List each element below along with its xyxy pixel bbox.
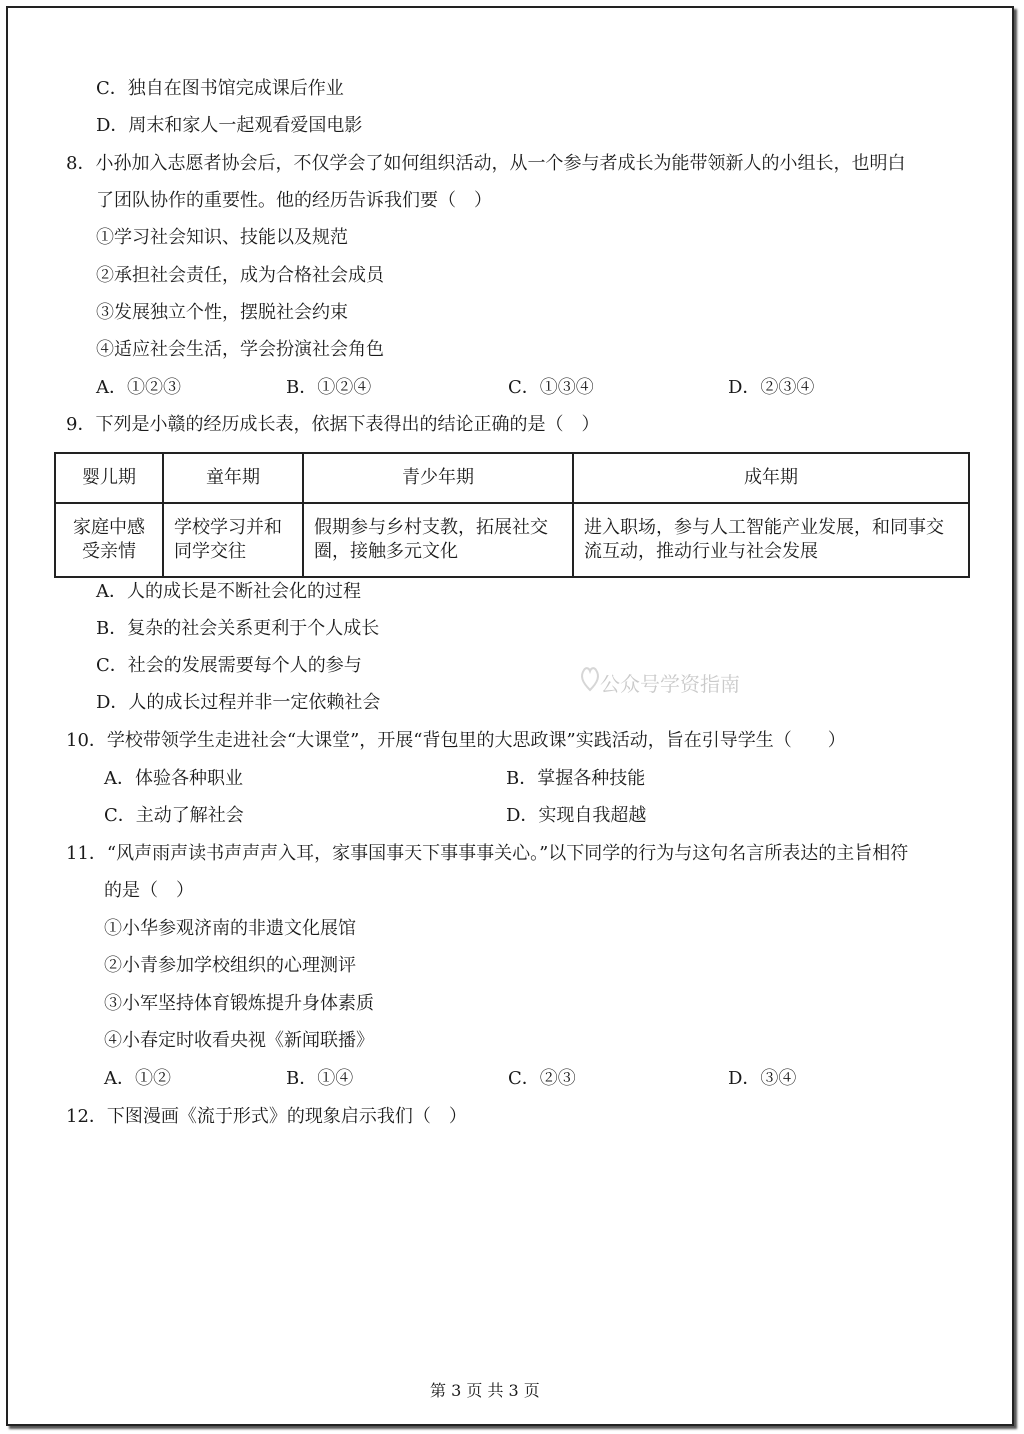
q7-option-d: D．周末和家人一起观看爱国电影 [96,115,363,136]
q8-stem-line2: 了团队协作的重要性。他的经历告诉我们要（ ） [96,190,492,211]
q9-option-d: D．人的成长过程并非一定依赖社会 [96,692,381,713]
table-cell: 家庭中感受亲情 [55,503,163,577]
table-header-cell: 青少年期 [303,453,573,503]
q11-stem-line2: 的是（ ） [104,880,194,901]
q8-item-4: ④适应社会生活，学会扮演社会角色 [96,339,384,360]
growth-table [54,452,970,578]
q8-option-b: B．①②④ [286,377,372,398]
table-header-cell: 童年期 [163,453,303,503]
q11-item-1: ①小华参观济南的非遗文化展馆 [104,918,356,939]
watermark-heart-icon [578,660,602,694]
table-cell: 假期参与乡村支教，拓展社交圈，接触多元文化 [303,503,573,577]
q9-option-a: A．人的成长是不断社会化的过程 [96,581,361,602]
table-header-row [55,453,969,503]
table-cell: 学校学习并和同学交往 [163,503,303,577]
q8-option-d: D．②③④ [728,377,815,398]
q8-option-c: C．①③④ [508,377,594,398]
page-footer: 第 3 页 共 3 页 [430,1381,540,1400]
q11-option-d: D．③④ [728,1068,797,1089]
q10-stem: 10．学校带领学生走进社会“大课堂”，开展“背包里的大思政课”实践活动，旨在引导学生（ ） [66,730,846,751]
q11-stem-line1: 11．“风声雨声读书声声声入耳，家事国事天下事事事关心。”以下同学的行为与这句名言所表达的主旨相符 [66,843,909,864]
q10-option-c: C．主动了解社会 [104,805,244,826]
page-border [6,6,1014,1426]
q9-stem: 9．下列是小赣的经历成长表，依据下表得出的结论正确的是（ ） [66,414,600,435]
q9-option-c: C．社会的发展需要每个人的参与 [96,655,362,676]
table-header-cell: 成年期 [573,453,969,503]
q11-option-b: B．①④ [286,1068,354,1089]
table-cell: 进入职场，参与人工智能产业发展，和同事交流互动，推动行业与社会发展 [573,503,969,577]
q10-option-d: D．实现自我超越 [506,805,647,826]
q11-item-4: ④小春定时收看央视《新闻联播》 [104,1030,374,1051]
q8-item-1: ①学习社会知识、技能以及规范 [96,227,348,248]
q10-option-b: B．掌握各种技能 [506,768,646,789]
q8-item-2: ②承担社会责任，成为合格社会成员 [96,265,384,286]
table-row [55,503,969,577]
q8-stem-line1: 8．小孙加入志愿者协会后，不仅学会了如何组织活动，从一个参与者成长为能带领新人的小组长，也明白 [66,153,906,174]
watermark-text: 公众号学资指南 [600,672,740,696]
q11-option-a: A．①② [104,1068,171,1089]
q8-item-3: ③发展独立个性，摆脱社会约束 [96,302,348,323]
q11-item-2: ②小青参加学校组织的心理测评 [104,955,356,976]
q8-option-a: A．①②③ [96,377,181,398]
q7-option-c: C．独自在图书馆完成课后作业 [96,78,344,99]
q10-option-a: A．体验各种职业 [104,768,243,789]
q11-item-3: ③小军坚持体育锻炼提升身体素质 [104,993,374,1014]
table-header-cell: 婴儿期 [55,453,163,503]
q11-option-c: C．②③ [508,1068,576,1089]
q9-option-b: B．复杂的社会关系更利于个人成长 [96,618,380,639]
q12-stem: 12．下图漫画《流于形式》的现象启示我们（ ） [66,1106,467,1127]
